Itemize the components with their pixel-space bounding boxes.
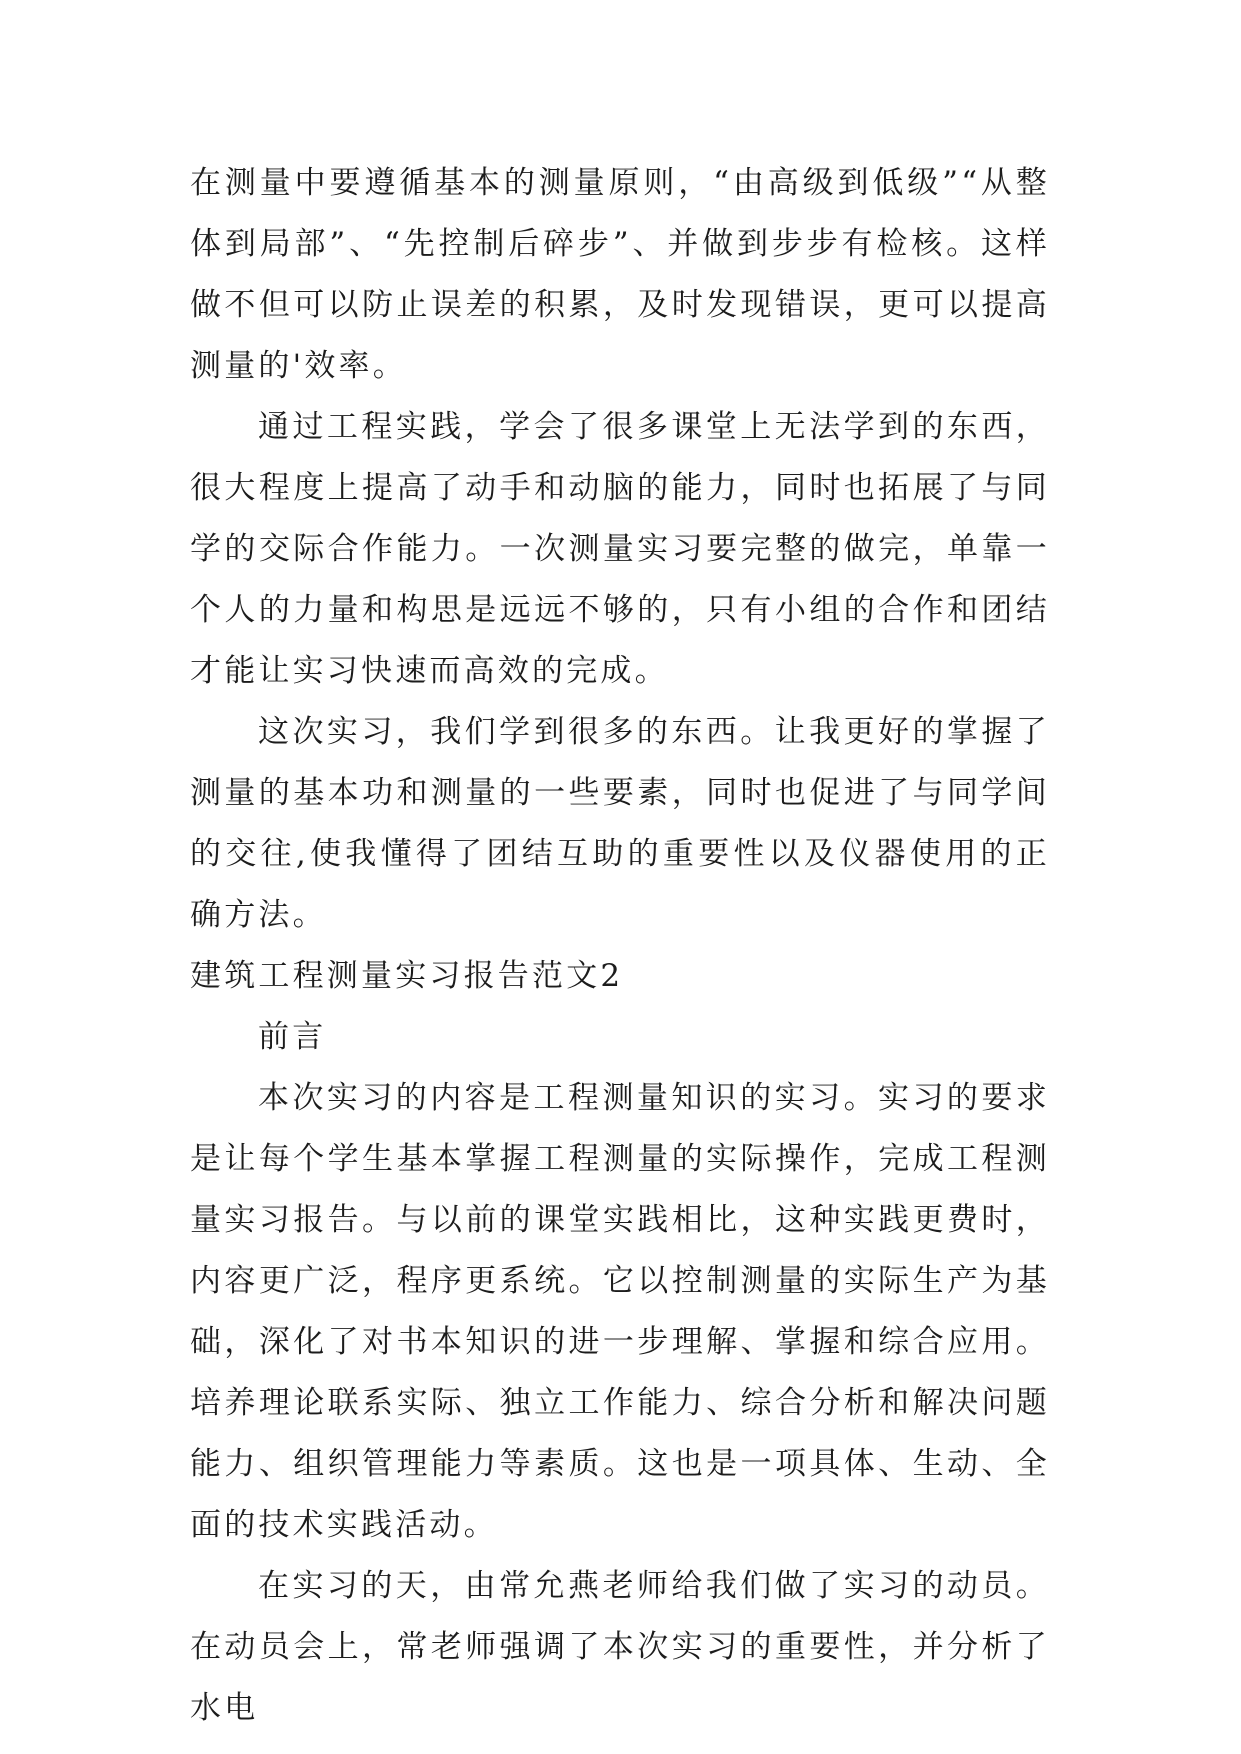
section-heading: 建筑工程测量实习报告范文2 [190, 958, 624, 994]
document-body [190, 153, 1050, 1739]
paragraph-internship-summary: 这次实习，我们学到很多的东西。让我更好的掌握了测量的基本功和测量的一些要素，同时也促进了与同学间的交往,使我懂得了团结互助的重要性以及仪器使用的正确方法。 [190, 714, 1050, 933]
paragraph-mobilization: 在实习的天，由常允燕老师给我们做了实习的动员。在动员会上，常老师强调了本次实习的重要性，并分析了水电 [190, 1568, 1050, 1726]
paragraph-internship-content: 本次实习的内容是工程测量知识的实习。实习的要求是让每个学生基本掌握工程测量的实际操作，完成工程测量实习报告。与以前的课堂实践相比，这种实践更费时，内容更广泛，程序更系统。它以控制测量的实际生产为基础，深化了对书本知识的进一步理解、掌握和综合应用。培养理论联系实际、独立工作能力、综合分析和解决问题能力、组织管理能力等素质。这也是一项具体、生动、全面的技术实践活动。 [190, 1080, 1050, 1543]
preface-heading: 前言 [258, 1019, 327, 1055]
paragraph-measurement-principles: 在测量中要遵循基本的测量原则，“由高级到低级”“从整体到局部”、“先控制后碎步”、并做到步步有检核。这样做不但可以防止误差的积累，及时发现错误，更可以提高测量的'效率。 [190, 165, 1050, 384]
paragraph-engineering-practice: 通过工程实践，学会了很多课堂上无法学到的东西，很大程度上提高了动手和动脑的能力，同时也拓展了与同学的交际合作能力。一次测量实习要完整的做完，单靠一个人的力量和构思是远远不够的，只有小组的合作和团结才能让实习快速而高效的完成。 [190, 409, 1050, 689]
